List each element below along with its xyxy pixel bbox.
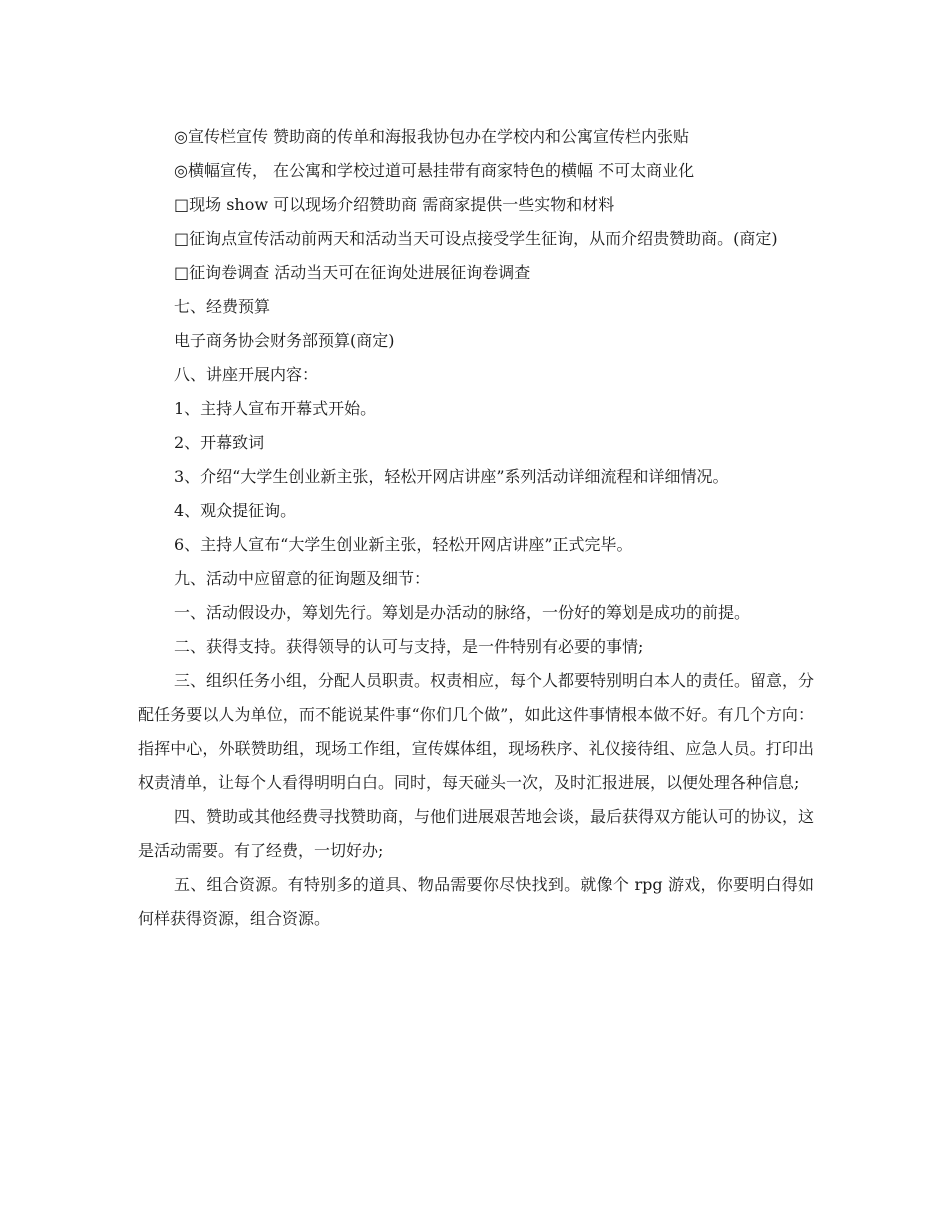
list-item: 3、介绍“大学生创业新主张，轻松开网店讲座”系列活动详细流程和详细情况。: [174, 467, 729, 486]
paragraph-bulletin-board: ◎宣传栏宣传 赞助商的传单和海报我协包办在学校内和公寓宣传栏内张贴: [174, 127, 690, 146]
list-item: 4、观众提征询。: [174, 501, 297, 520]
section-heading-budget: 七、经费预算: [174, 297, 271, 316]
note-paragraph: 三、组织任务小组，分配人员职责。权责相应，每个人都要特别明白本人的责任。留意，分配任务要以人为单位，而不能说某件事“你们几个做”，如此这件事情根本做不好。有几个方向：指挥中心，外联赞助组，现场工作组，宣传媒体组，现场秩序、礼仪接待组、应急人员。打印出权责清单，让每个人看得明明白白。同时，每天碰头一次，及时汇报进展，以便处理各种信息;: [138, 671, 815, 792]
note-paragraph: 二、获得支持。获得领导的认可与支持，是一件特别有必要的事情;: [174, 637, 644, 656]
list-item: 6、主持人宣布“大学生创业新主张，轻松开网店讲座”正式完毕。: [174, 535, 633, 554]
paragraph-banner: ◎横幅宣传， 在公寓和学校过道可悬挂带有商家特色的横幅 不可太商业化: [174, 161, 695, 180]
paragraph-budget: 电子商务协会财务部预算(商定): [174, 331, 395, 350]
section-heading-notes: 九、活动中应留意的征询题及细节：: [174, 569, 431, 588]
document-body: [138, 120, 814, 936]
list-item: 2、开幕致词: [174, 433, 265, 452]
note-paragraph: 一、活动假设办，筹划先行。筹划是办活动的脉络，一份好的筹划是成功的前提。: [174, 603, 751, 622]
note-paragraph: 四、赞助或其他经费寻找赞助商，与他们进展艰苦地会谈，最后获得双方能认可的协议，这是活动需要。有了经费，一切好办;: [138, 807, 815, 860]
paragraph-onsite-show: □现场 show 可以现场介绍赞助商 需商家提供一些实物和材料: [174, 195, 615, 214]
paragraph-questionnaire: □征询卷调查 活动当天可在征询处进展征询卷调查: [174, 263, 531, 282]
section-heading-lecture-content: 八、讲座开展内容：: [174, 365, 319, 384]
paragraph-inquiry-point: □征询点宣传活动前两天和活动当天可设点接受学生征询，从而介绍贵赞助商。(商定): [174, 229, 778, 248]
list-item: 1、主持人宣布开幕式开始。: [174, 399, 377, 418]
note-paragraph: 五、组合资源。有特别多的道具、物品需要你尽快找到。就像个 rpg 游戏，你要明白得如何样获得资源，组合资源。: [138, 875, 814, 928]
